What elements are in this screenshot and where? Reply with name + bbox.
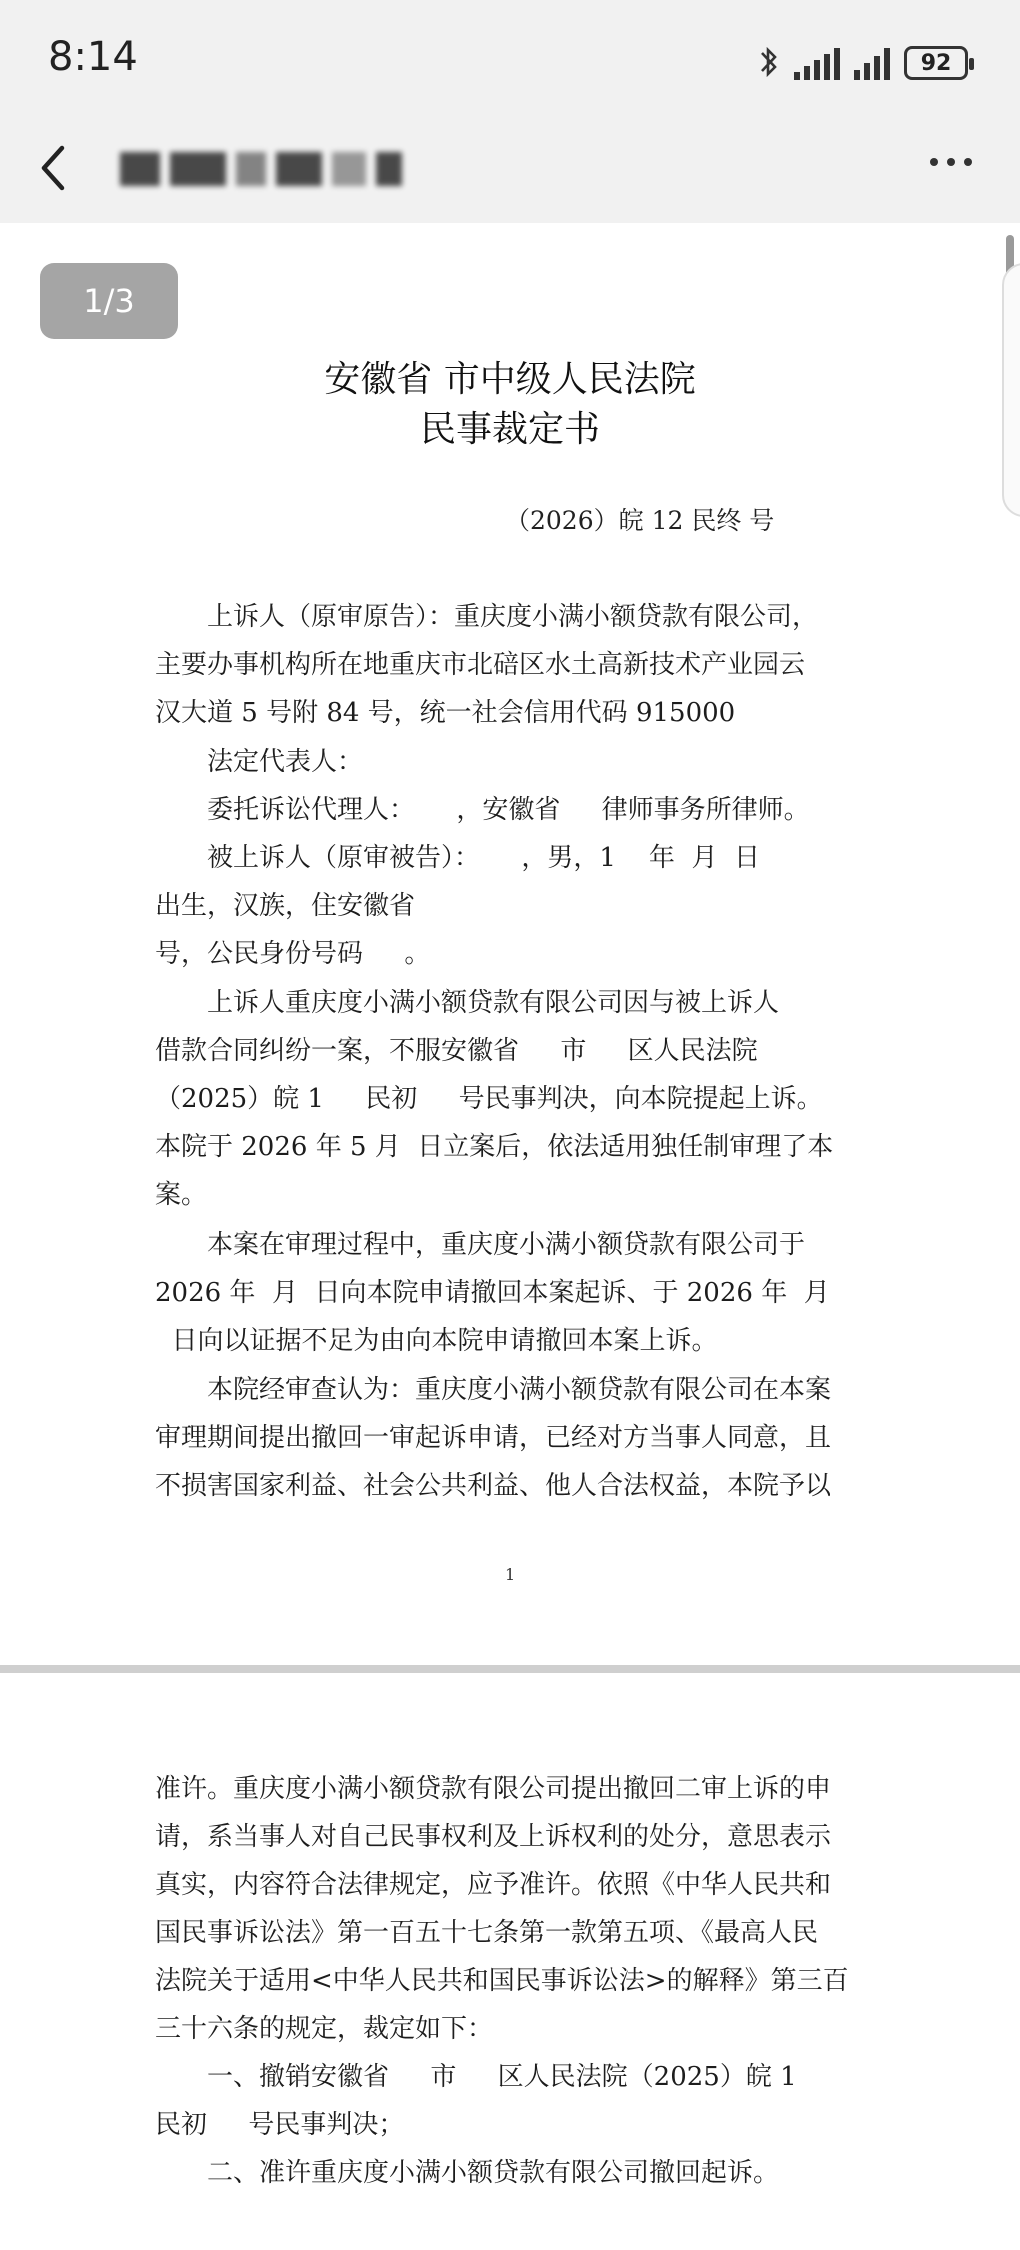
redaction-block	[376, 152, 402, 186]
document-page-2	[0, 1673, 1020, 2250]
page-number: 1	[505, 1565, 516, 1584]
page-indicator: 1/3	[40, 263, 178, 339]
header-title-redacted	[110, 144, 490, 194]
battery-level: 92	[920, 50, 952, 76]
paragraph-appellant: 上诉人（原审原告）：重庆度小满小额贷款有限公司， 主要办事机构所在地重庆市北碚区水土高新技术产业园云 汉大道 5 号附 84 号，统一社会信用代码 915000	[155, 602, 819, 728]
paragraph-court-review: 本院经审查认为：重庆度小满小额贷款有限公司在本案 审理期间提出撤回一审起诉申请，已经对方当事人同意，且 不损害国家利益、社会公共利益、他人合法权益，本院予以	[155, 1375, 832, 1501]
paragraph-ruling-1: 一、撤销安徽省 市 区人民法院（2025）皖 1 民初 号民事判决；	[155, 2062, 797, 2140]
status-icons	[758, 40, 968, 80]
document-viewer[interactable]	[0, 223, 1020, 2250]
paragraph-agent: 委托诉讼代理人： ，安徽省 律师事务所律师。	[207, 795, 810, 825]
battery-icon	[904, 46, 968, 80]
more-options-icon[interactable]	[930, 158, 972, 166]
paragraph-appellee: 被上诉人（原审被告）： ，男，1 年 月 日 出生，汉族，住安徽省 号，公民身份号码 。	[155, 843, 760, 969]
case-number: （2026）皖 12 民终 号	[505, 506, 775, 535]
status-bar	[0, 0, 1020, 120]
signal-strength-icon-2	[854, 46, 890, 80]
back-arrow-icon[interactable]	[32, 138, 72, 198]
app-header	[0, 120, 1020, 223]
document-type: 民事裁定书	[419, 409, 600, 450]
court-name: 安徽省 市中级人民法院	[324, 359, 696, 400]
paragraph-ruling-2: 二、准许重庆度小满小额贷款有限公司撤回起诉。	[207, 2158, 780, 2188]
redaction-block	[276, 152, 322, 186]
redaction-block	[170, 152, 226, 186]
signal-strength-icon	[794, 46, 840, 80]
bluetooth-icon	[758, 44, 780, 80]
redaction-block	[236, 152, 266, 186]
paragraph-case-intro: 上诉人重庆度小满小额贷款有限公司因与被上诉人 借款合同纠纷一案，不服安徽省 市 区人民法院 （2025）皖 1 民初 号民事判决，向本院提起上诉。 本院于 2026 年 5 月 日立案后，依法适用独任制审理了本 案。	[155, 988, 834, 1210]
redaction-block	[120, 152, 160, 186]
paragraph-legal-rep: 法定代表人：	[207, 747, 364, 777]
page-divider	[0, 1665, 1020, 1673]
paragraph-approval: 准许。重庆度小满小额贷款有限公司提出撤回二审上诉的申 请，系当事人对自己民事权利及上诉权利的处分，意思表示 真实，内容符合法律规定，应予准许。依照《中华人民共和 国民事诉讼法》第一百五十七条第一款第五项、《最高人民 法院关于适用<中华人民共和国民事诉讼法>的解释》第三百 三十六条的规定，裁定如下：	[155, 1774, 849, 2044]
paragraph-withdrawal: 本案在审理过程中，重庆度小满小额贷款有限公司于 2026 年 月 日向本院申请撤回本案起诉、于 2026 年 月 日向以证据不足为由向本院申请撤回本案上诉。	[155, 1230, 830, 1356]
status-time: 8:14	[48, 34, 138, 80]
redaction-block	[332, 152, 366, 186]
